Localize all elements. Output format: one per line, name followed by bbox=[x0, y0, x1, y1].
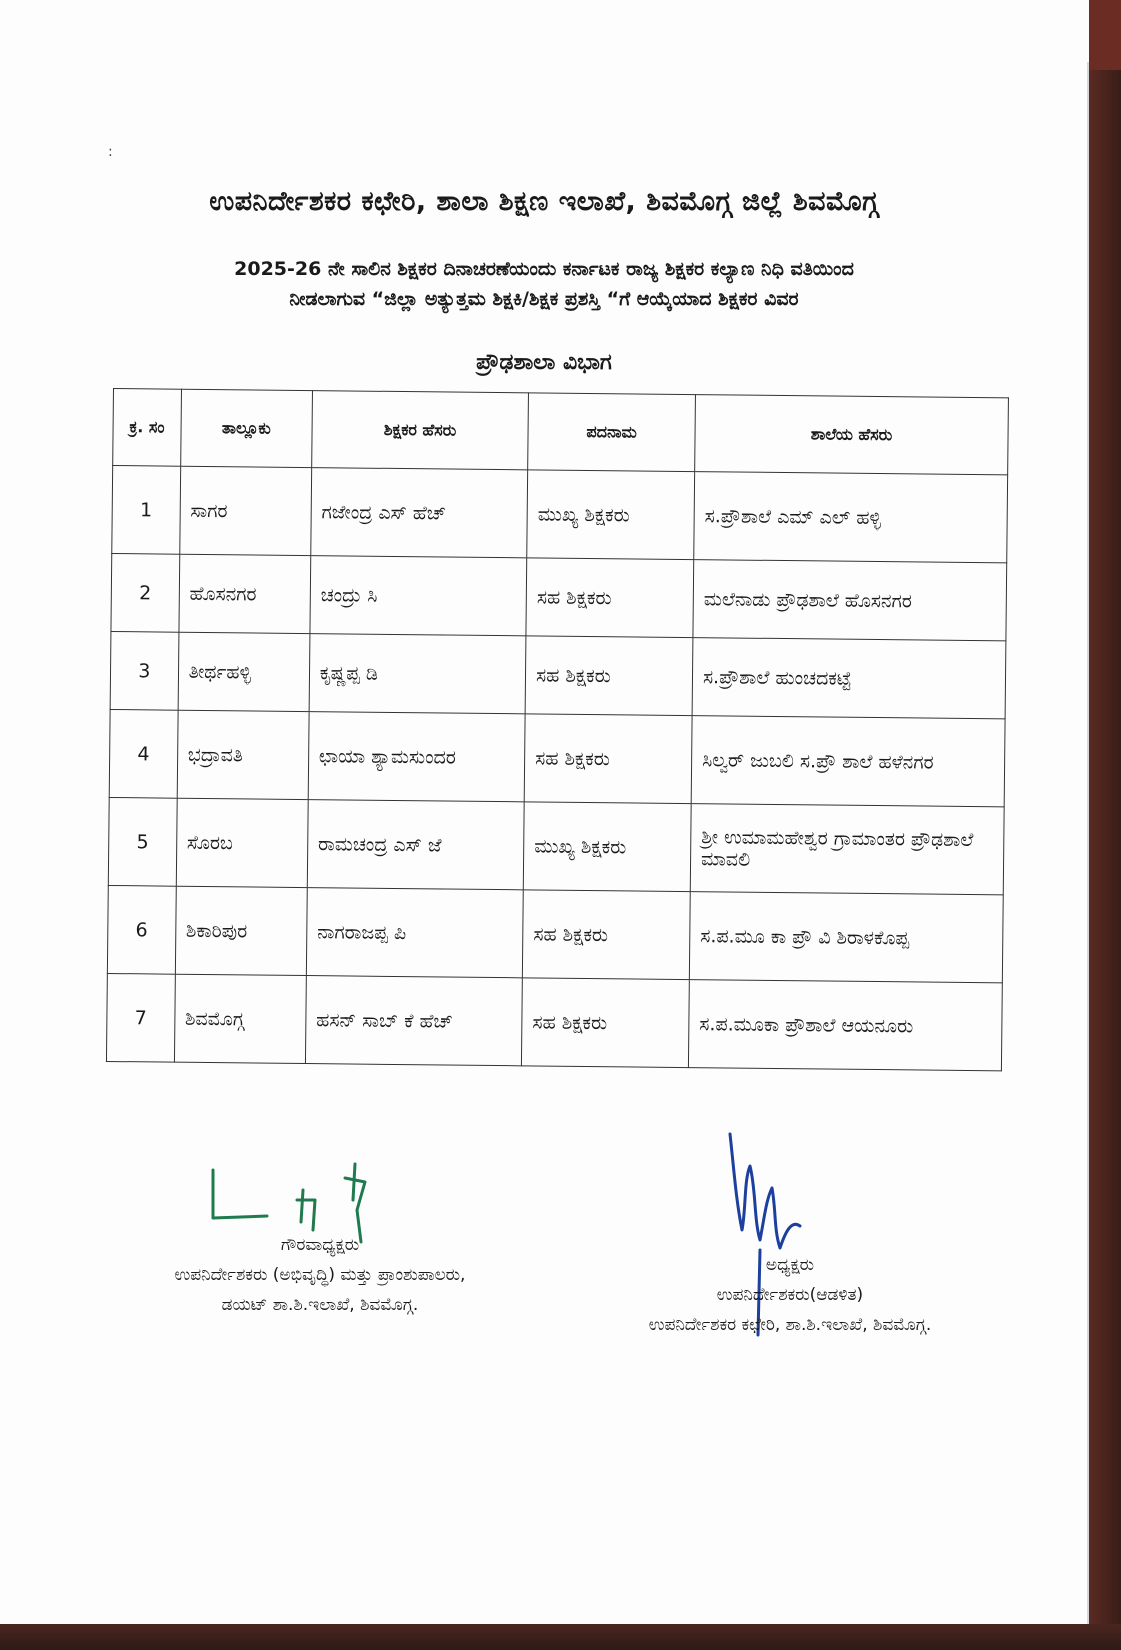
school-name-cell: ಸಿಲ್ವರ್ ಜುಬಲಿ ಸ.ಪ್ರೌ ಶಾಲೆ ಹಳೆನಗರ bbox=[691, 716, 1005, 807]
document-subtitle-line1: 2025-26 ನೇ ಸಾಲಿನ ಶಿಕ್ಷಕರ ದಿನಾಚರಣೆಯಂದು ಕರ್ನಾಟಕ ರಾಜ್ಯ ಶಿಕ್ಷಕರ ಕಲ್ಯಾಣ ನಿಧಿ ವತಿಯಿಂದ bbox=[234, 258, 854, 280]
taluk-cell: ತೀರ್ಥಹಳ್ಳಿ bbox=[178, 632, 310, 711]
background-edge-top bbox=[1089, 0, 1121, 70]
school-name-cell: ಸ.ಪ.ಮೂಕಾ ಪ್ರೌಶಾಲೆ ಆಯನೂರು bbox=[688, 980, 1002, 1071]
school-name-cell: ಸ.ಪ್ರೌಶಾಲೆ ಎಮ್ ಎಲ್ ಹಳ್ಳಿ bbox=[694, 472, 1008, 563]
margin-mark: : bbox=[108, 144, 113, 160]
signature-left-designation: ಉಪನಿರ್ದೇಶಕರು (ಅಭಿವೃದ್ಧಿ) ಮತ್ತು ಪ್ರಾಂಶುಪಾಲರು, bbox=[174, 1265, 466, 1285]
teacher-name-cell: ಗಜೇಂದ್ರ ಎಸ್ ಹೆಚ್ bbox=[311, 468, 528, 558]
designation-cell: ಸಹ ಶಿಕ್ಷಕರು bbox=[525, 636, 693, 716]
table-row bbox=[108, 797, 1004, 894]
signature-right-designation: ಉಪನಿರ್ದೇಶಕರು(ಆಡಳಿತ) bbox=[716, 1285, 864, 1305]
table-header-row bbox=[113, 389, 1009, 475]
teacher-name-cell: ಕೃಷ್ಣಪ್ಪ ಡಿ bbox=[309, 634, 526, 714]
header-school-name: ಶಾಲೆಯ ಹೆಸರು bbox=[695, 395, 1009, 475]
taluk-cell: ಶಿಕಾರಿಪುರ bbox=[175, 886, 307, 975]
serial-cell: 3 bbox=[110, 631, 178, 710]
teacher-name-cell: ಹಸನ್ ಸಾಬ್ ಕೆ ಹೆಚ್ bbox=[305, 976, 522, 1066]
header-teacher-name: ಶಿಕ್ಷಕರ ಹೆಸರು bbox=[312, 391, 529, 470]
designation-cell: ಮುಖ್ಯ ಶಿಕ್ಷಕರು bbox=[523, 802, 691, 892]
table-row bbox=[112, 466, 1008, 563]
taluk-cell: ಸೊರಬ bbox=[176, 798, 308, 887]
taluk-cell: ಭದ್ರಾವತಿ bbox=[177, 710, 309, 799]
signature-right-role: ಅಧ್ಯಕ್ಷರು bbox=[765, 1255, 815, 1275]
school-name-cell: ಸ.ಪ.ಮೂ ಕಾ ಪ್ರೌ ವಿ ಶಿರಾಳಕೊಪ್ಪ bbox=[689, 892, 1003, 983]
school-name-cell: ಸ.ಪ್ರೌಶಾಲೆ ಹುಂಚದಕಟ್ಟೆ bbox=[692, 638, 1006, 719]
serial-cell: 7 bbox=[106, 973, 175, 1062]
teacher-name-cell: ಛಾಯಾ ಶ್ಯಾಮಸುಂದರ bbox=[308, 712, 525, 802]
signature-left-block bbox=[120, 1230, 520, 1320]
table-row bbox=[109, 709, 1005, 806]
school-name-cell: ಮಲೆನಾಡು ಪ್ರೌಢಶಾಲೆ ಹೊಸನಗರ bbox=[693, 560, 1007, 641]
table-row bbox=[106, 973, 1002, 1070]
table-row bbox=[110, 631, 1006, 718]
background-edge-right bbox=[1089, 0, 1121, 1650]
teacher-name-cell: ಚಂದ್ರು ಸಿ bbox=[310, 556, 527, 636]
serial-cell: 4 bbox=[109, 709, 178, 798]
designation-cell: ಸಹ ಶಿಕ್ಷಕರು bbox=[522, 978, 690, 1068]
serial-cell: 5 bbox=[108, 797, 177, 886]
taluk-cell: ಹೊಸನಗರ bbox=[179, 554, 311, 633]
designation-cell: ಸಹ ಶಿಕ್ಷಕರು bbox=[522, 890, 690, 980]
taluk-cell: ಸಾಗರ bbox=[179, 466, 311, 555]
signature-right-block bbox=[590, 1250, 990, 1340]
designation-cell: ಸಹ ಶಿಕ್ಷಕರು bbox=[526, 558, 694, 638]
taluk-cell: ಶಿವಮೊಗ್ಗ bbox=[174, 974, 306, 1063]
designation-cell: ಮುಖ್ಯ ಶಿಕ್ಷಕರು bbox=[527, 470, 695, 560]
serial-cell: 1 bbox=[112, 466, 181, 555]
table-row bbox=[111, 553, 1007, 640]
serial-cell: 6 bbox=[107, 885, 176, 974]
document-title: ಉಪನಿರ್ದೇಶಕರ ಕಛೇರಿ, ಶಾಲಾ ಶಿಕ್ಷಣ ಇಲಾಖೆ, ಶಿವಮೊಗ್ಗ ಜಿಲ್ಲೆ ಶಿವಮೊಗ್ಗ bbox=[209, 186, 879, 217]
signature-right-office: ಉಪನಿರ್ದೇಶಕರ ಕಛೇರಿ, ಶಾ.ಶಿ.ಇಲಾಖೆ, ಶಿವಮೊಗ್ಗ. bbox=[648, 1315, 932, 1335]
section-heading: ಪ್ರೌಢಶಾಲಾ ವಿಭಾಗ bbox=[476, 350, 612, 375]
teacher-name-cell: ನಾಗರಾಜಪ್ಪ ಪಿ bbox=[306, 888, 523, 978]
designation-cell: ಸಹ ಶಿಕ್ಷಕರು bbox=[524, 714, 692, 804]
document-subtitle-line2: ನೀಡಲಾಗುವ “ಜಿಲ್ಲಾ ಅತ್ಯುತ್ತಮ ಶಿಕ್ಷಕಿ/ಶಿಕ್ಷಕ ಪ್ರಶಸ್ತಿ “ಗೆ ಆಯ್ಕೆಯಾದ ಶಿಕ್ಷಕರ ವಿವರ bbox=[289, 288, 799, 310]
header-serial: ಕ್ರ. ಸಂ bbox=[113, 389, 181, 467]
teacher-name-cell: ರಾಮಚಂದ್ರ ಎಸ್ ಜೆ bbox=[307, 800, 524, 890]
serial-cell: 2 bbox=[111, 553, 179, 632]
awardee-table bbox=[106, 388, 1009, 1071]
background-edge-bottom bbox=[0, 1624, 1121, 1650]
header-designation: ಪದನಾಮ bbox=[528, 393, 696, 472]
signature-left-role: ಗೌರವಾಧ್ಯಕ್ಷರು bbox=[280, 1235, 360, 1255]
header-taluk: ತಾಲ್ಲೂಕು bbox=[180, 389, 312, 467]
table-row bbox=[107, 885, 1003, 982]
signature-left-office: ಡಯಟ್ ಶಾ.ಶಿ.ಇಲಾಖೆ, ಶಿವಮೊಗ್ಗ. bbox=[221, 1295, 419, 1315]
school-name-cell: ಶ್ರೀ ಉಮಾಮಹೇಶ್ವರ ಗ್ರಾಮಾಂತರ ಪ್ರೌಢಶಾಲೆ ಮಾವಲಿ bbox=[690, 804, 1004, 895]
